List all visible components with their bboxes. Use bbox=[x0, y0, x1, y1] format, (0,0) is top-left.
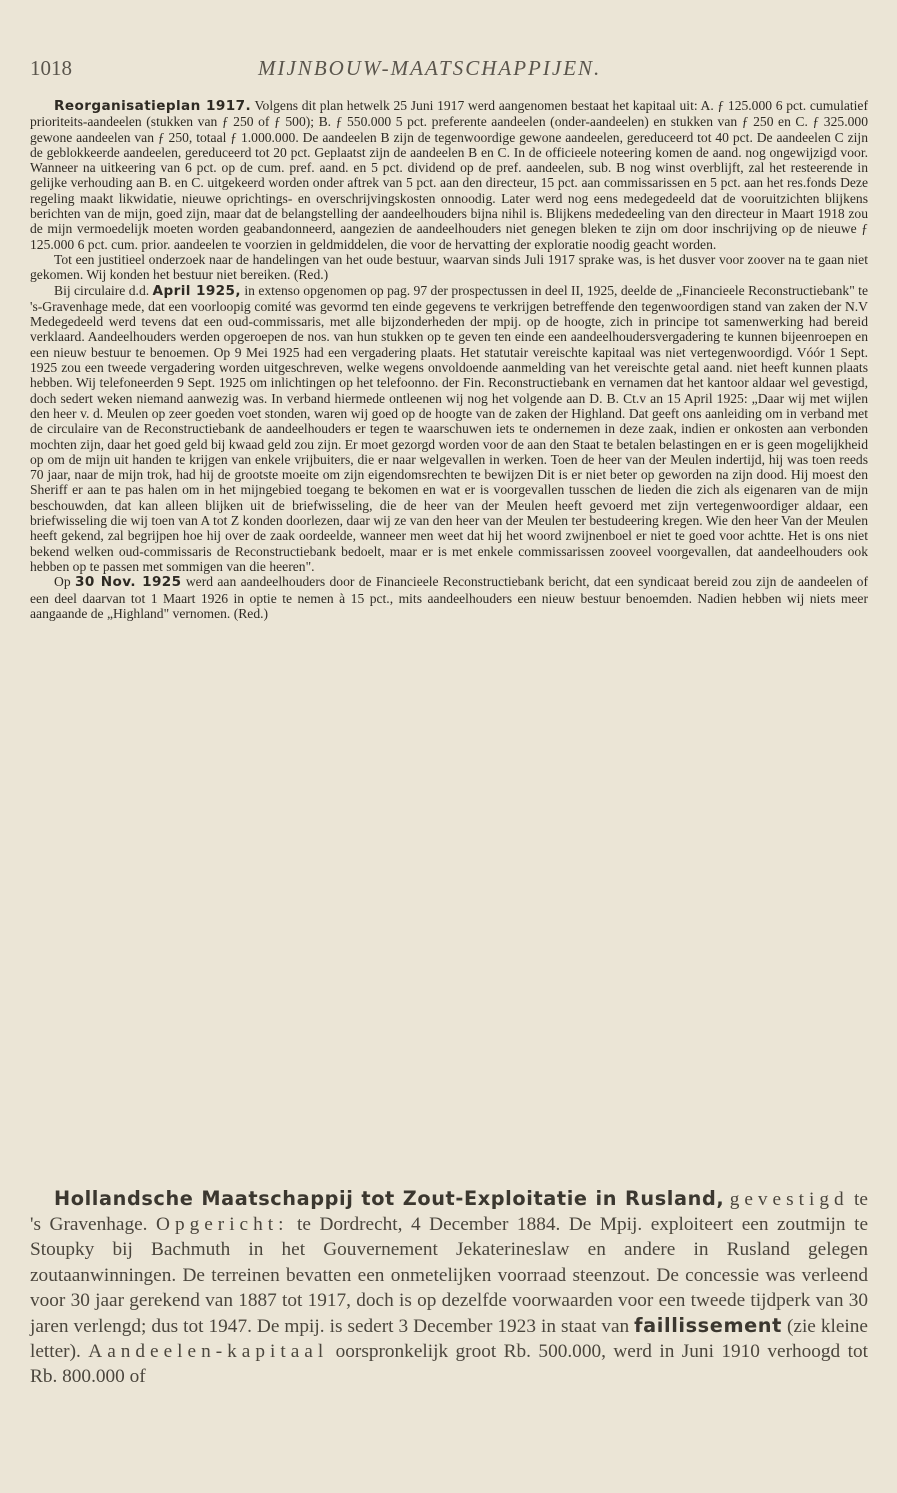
paragraph-zout-exploitatie bbox=[30, 1186, 868, 1390]
paragraph-circulaire-april-1925 bbox=[30, 283, 868, 575]
company-description: te Dordrecht, 4 December 1884. De Mpij. exploiteert een zoutmijn te Stoupky bij Bachmuth in het Gouvernement Jekaterineslaw en andere in Rusland gelegen zoutaanwinningen. De terreinen bevatten een onmetelijken voorraad steenzout. De concessie was verleend voor 30 jaar gerekend van 1887 tot 1917, doch is op dezelfde voorwaarden voor een tweede tijdperk van 30 jaren verlengd; dus tot 1947. De mpij. is sedert 3 December 1923 in staat van bbox=[30, 1214, 869, 1338]
zout-exploitatie-section bbox=[30, 1186, 868, 1390]
paragraph-reorganisatieplan bbox=[30, 98, 868, 252]
gevestigd-text: te 's Gravenhage. bbox=[30, 1189, 868, 1236]
reorganisatieplan-text: Volgens dit plan hetwelk 25 Juni 1917 werd aangenomen bestaat het kapitaal uit: A. ƒ 125.000 6 pct. cumulatief prioriteits-aandeelen (stukken van ƒ 250 of ƒ 500); B. ƒ 550.000 5 pct. preferente aandeelen (onder-aandeelen) en stukken van ƒ 250 en C. ƒ 325.000 gewone aandeelen van ƒ 250, totaal ƒ 1.000.000. De aandeelen B zijn de tegenwoordige gewone aandeelen, gereduceerd tot 40 pct. De aandeelen C zijn de geblokkeerde aandeelen, gereduceerd tot 20 pct. Geplaatst zijn de aandeelen B en C. In de officieele noteering komen de aand. nog ongewijzigd voor. Wanneer na uitkeering van 6 pct. op de cum. pref. aand. en 5 pct. dividend op de pref. aandeelen, sub. B nog winst overblijft, zal het resteerende in gelijke verhouding aan B. en C. uitgekeerd worden onder aftrek van 5 pct. aan den directeur, 15 pct. aan commissarissen en 5 pct. aan het res.fonds Deze regeling maakt likwidatie, nieuwe oprichtings- en overschrijvingskosten onnoodig. Later werd nog eens medegedeeld dat de vooruitzichten blijkens berichten van de mijn, goed zijn, maar dat de belangstelling der aandeelhouders bijna nihil is. Blijkens mededeeling van den directeur in Maart 1918 zou de mijn vermoedelijk moeten worden geabandonneerd, aangezien de aandeelhouders niet genegen bleken te zijn om door inschrijving op de nieuwe ƒ 125.000 6 pct. cum. prior. aandeelen te voorzien in geldmiddelen, die voor de hervatting der exploratie noodig geacht worden. bbox=[30, 98, 868, 252]
highland-reorganisation-section bbox=[30, 98, 868, 621]
opgericht-label: Opgericht: bbox=[156, 1214, 289, 1236]
gevestigd-label: gevestigd bbox=[729, 1189, 849, 1210]
reorganisatieplan-heading: Reorganisatieplan 1917. bbox=[54, 98, 252, 114]
small-letter-note: (zie kleine letter). bbox=[30, 1316, 868, 1363]
november-text: werd aan aandeelhouders door de Financieele Reconstructiebank bericht, dat een syndicaat bereid zou zijn de aandeelen of een deel daarvan tot 1 Maart 1926 in optie te nemen à 15 pct., mits aandeelhouders een nieuw bestuur benoemden. Nadien hebben wij niets meer aangaande de „Highland" vernomen. (Red.) bbox=[30, 574, 868, 621]
page-header bbox=[30, 56, 870, 86]
running-title: MIJNBOUW-MAATSCHAPPIJEN. bbox=[258, 56, 602, 80]
kapitaal-label: Aandeelen-kapitaal bbox=[88, 1341, 329, 1363]
paragraph-november-1925 bbox=[30, 574, 868, 621]
november-text-start: Op bbox=[54, 574, 75, 590]
company-name: Hollandsche Maatschappij tot Zout-Exploitatie in Rusland, bbox=[54, 1187, 725, 1210]
faillissement-word: faillissement bbox=[634, 1314, 782, 1338]
circulaire-date: April 1925, bbox=[152, 282, 241, 299]
november-date: 30 Nov. 1925 bbox=[74, 574, 182, 591]
circulaire-text: in extenso opgenomen op pag. 97 der prospectussen in deel II, 1925, deelde de „Financieele Reconstructiebank" te 's-Gravenhage mede, dat een voorloopig comité was gevormd ten einde gegevens te verkrijgen betreffende den tegenwoordigen stand van zaken der N.V Medegedeeld werd tevens dat een oud-commissaris, met alle bijzonderheden der mpij. op de hoogte, zich in principe tot samenwerking had bereid verklaard. Aandeelhouders werden opgeroepen de nos. van hun stukken op te geven ten einde een aandeelhoudersvergadering te kunnen bijeenroepen en een nieuw bestuur te benoemen. Op 9 Mei 1925 had een vergadering plaats. Het statutair vereischte kapitaal was niet vertegenwoordigd. Vóór 1 Sept. 1925 zou een tweede vergadering worden uitgeschreven, welke wegens onvoldoende aanmelding van het vereischte getal aand. niet heeft kunnen plaats hebben. Wij telefoneerden 9 Sept. 1925 om inlichtingen op het telefoonno. der Fin. Reconstructiebank en vernamen dat het kantoor aldaar wel gevestigd, doch sedert weken niemand aanwezig was. In verband hiermede ontleenen wij nog het volgende aan D. B. Ct.v an 15 April 1925: „Daar wij met wijlen den heer v. d. Meulen op zeer goeden voet stonden, waren wij goed op de hoogte van de zaken der Highland. Dat geeft ons aanleiding om in verband met de circulaire van de Reconstructiebank de aandeelhouders er tegen te waarschuwen iets te ondernemen in deze zaak, indien er onkosten aan verbonden mochten zijn, daar het goed geld bij kwaad geld zou zijn. Er moet gezorgd worden voor de aan den Staat te betalen belastingen en er is geen mogelijkheid op om de mijn uit handen te krijgen van enkele vrijbuiters, die er naar welgevallen in werken. Toen de heer van der Meulen indertijd, hij was toen reeds 70 jaar, naar de mijn trok, had hij de grootste moeite om zijn eigendomsrechten te bewijzen Dit is er niet beter op geworden na zijn dood. Hij moest den Sheriff er aan te pas halen om in het mijngebied toegang te bekomen en wat er is voorgevallen tusschen de lieden die zich als eigenaren van de mijn beschouwden, dat kan alleen blijken uit de briefwisseling, die de heer van der Meulen heeft gevoerd met zijn vertegenwoordiger aldaar, een briefwisseling die wij toen van A tot Z konden doorlezen, daar wij ze van den heer van der Meulen ter bestudeering kregen. Wie den heer Van der Meulen heeft gekend, zal begrijpen hoe hij over de zaak oordeelde, wanneer men weet dat hij het woord zwijnenboel er niet te goed voor achtte. Het is ons niet bekend welken oud-commissaris de Reconstructiebank bedoelt, maar er is met enkele commissarissen zooveel voorgevallen, dat aandeelhouders ook hebben op te passen met sommigen van die heeren". bbox=[30, 282, 868, 574]
circulaire-text-start: Bij circulaire d.d. bbox=[54, 282, 153, 298]
page-number: 1018 bbox=[30, 56, 72, 80]
kapitaal-text: oorspronkelijk groot Rb. 500.000, werd in Juni 1910 verhoogd tot Rb. 800.000 of bbox=[30, 1341, 868, 1388]
paragraph-justitieel-onderzoek: Tot een justitieel onderzoek naar de handelingen van het oude bestuur, waarvan sinds Juli 1917 sprake was, is het dusver voor zoover na te gaan niet gekomen. Wij konden het bestuur niet bereiken. (Red.) bbox=[30, 251, 868, 283]
